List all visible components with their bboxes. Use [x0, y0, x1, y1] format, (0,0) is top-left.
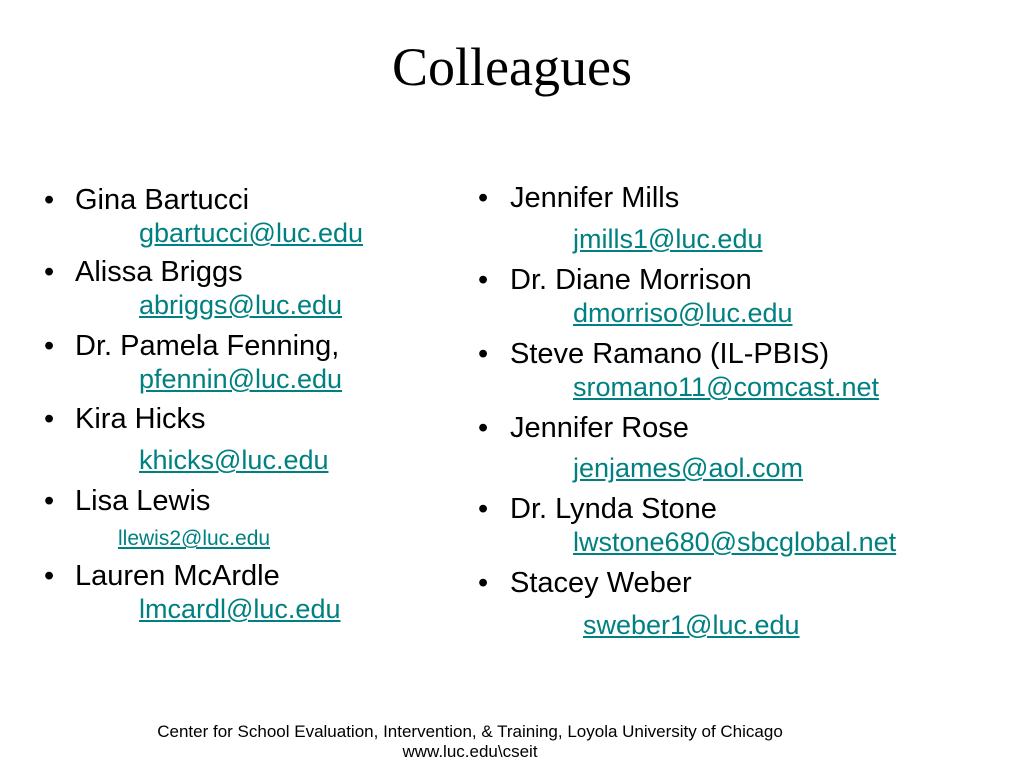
- colleague-name: Gina Bartucci: [75, 184, 250, 216]
- colleague-name: Alissa Briggs: [75, 256, 243, 288]
- colleague-name: Lisa Lewis: [75, 485, 211, 517]
- email-link[interactable]: dmorriso@luc.edu: [573, 298, 793, 328]
- colleague-name: Dr. Pamela Fenning,: [75, 330, 340, 362]
- email-link[interactable]: sromano11@comcast.net: [573, 372, 880, 402]
- email-link[interactable]: jenjames@aol.com: [573, 453, 804, 483]
- bullet: •: [44, 560, 55, 592]
- colleague-name: Lauren McArdle: [75, 560, 280, 592]
- email-link[interactable]: sweber1@luc.edu: [583, 610, 800, 640]
- colleague-name: Stacey Weber: [510, 567, 692, 599]
- email-link[interactable]: jmills1@luc.edu: [573, 224, 763, 254]
- colleague-name: Dr. Diane Morrison: [510, 264, 752, 296]
- bullet: •: [44, 485, 55, 517]
- bullet: •: [478, 567, 489, 599]
- colleague-name: Jennifer Rose: [510, 412, 689, 444]
- bullet: •: [478, 412, 489, 444]
- bullet: •: [478, 493, 489, 525]
- email-link[interactable]: pfennin@luc.edu: [139, 364, 343, 394]
- email-link[interactable]: lwstone680@sbcglobal.net: [573, 527, 897, 557]
- email-link[interactable]: khicks@luc.edu: [139, 445, 329, 475]
- slide-title: Colleagues: [392, 37, 632, 97]
- bullet: •: [478, 338, 489, 370]
- email-link[interactable]: abriggs@luc.edu: [139, 290, 343, 320]
- colleague-name: Dr. Lynda Stone: [510, 493, 717, 525]
- bullet: •: [44, 256, 55, 288]
- colleague-name: Steve Ramano (IL-PBIS): [510, 338, 830, 370]
- footer-org-line: Center for School Evaluation, Intervention, & Training, Loyola University of Chicago: [157, 722, 783, 741]
- bullet: •: [44, 330, 55, 362]
- bullet: •: [478, 264, 489, 296]
- colleague-name: Jennifer Mills: [510, 182, 680, 214]
- email-link[interactable]: lmcardl@luc.edu: [139, 594, 341, 624]
- footer-url-line: www.luc.edu\cseit: [402, 742, 538, 761]
- bullet: •: [44, 403, 55, 435]
- colleague-name: Kira Hicks: [75, 403, 206, 435]
- email-link[interactable]: llewis2@luc.edu: [118, 527, 271, 550]
- bullet: •: [44, 184, 55, 216]
- bullet: •: [478, 182, 489, 214]
- email-link[interactable]: gbartucci@luc.edu: [139, 218, 364, 248]
- slide-footer: [0, 722, 940, 762]
